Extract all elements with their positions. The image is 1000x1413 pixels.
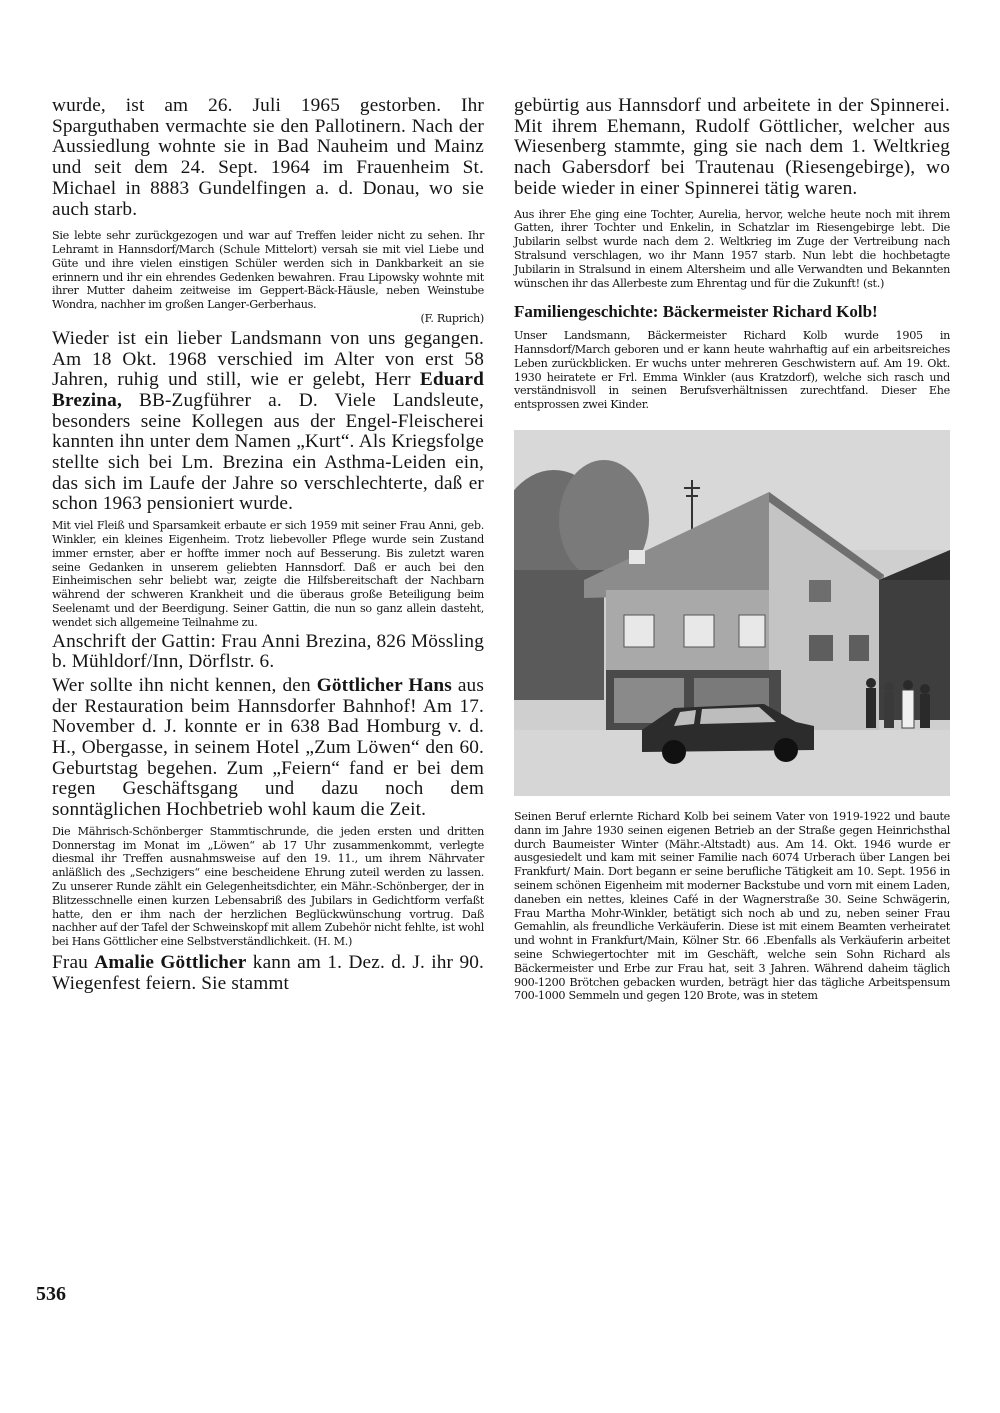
obituary-lipowsky-end: wurde, ist am 26. Juli 1965 gestorben. Ihr Sparguthaben vermachte sie den Pallotinern. Nach der Aussiedlung wohnte sie in Bad Nauheim und Mainz und seit dem 24. Sept. 1964 im Frauenheim St. Michael in 8883 Gundelfingen a. d. Donau, wo sie auch starb. xyxy=(52,95,484,220)
house-illustration xyxy=(514,430,950,796)
brezina-name: Eduard Brezina, xyxy=(52,369,484,411)
brezina-address: Anschrift der Gattin: Frau Anni Brezina, 826 Mössling b. Mühldorf/Inn, Dörflstr. 6. xyxy=(52,630,484,673)
lipowsky-detail xyxy=(52,229,484,326)
obituary-brezina xyxy=(52,329,484,515)
amalie-text: kann am 1. Dez. d. J. ihr 90. Wiegenfest feiern. Sie stammt xyxy=(52,952,484,994)
right-column xyxy=(514,96,950,1003)
page-number: 536 xyxy=(36,1283,66,1305)
amalie-continued: gebürtig aus Hannsdorf und arbeitete in der Spinnerei. Mit ihrem Ehemann, Rudolf Göttlicher, welcher aus Wiesenberg stammte, ging sie nach dem 1. Weltkrieg nach Gabersdorf bei Trautenau (Riesengebirge), wo beide wieder in einer Spinnerei tätig waren. xyxy=(514,95,950,199)
lipowsky-detail-text: Sie lebte sehr zurückgezogen und war auf Treffen leider nicht zu sehen. Ihr Lehramt in Hannsdorf/March (Schule Mittelort) versah sie mit viel Liebe und Güte und ihre vielen einstigen Schüler werden sich in Dankbarkeit an sie erinnern und ihr ein ehrendes Gedenken bewahren. Frau Lipowsky wohnte mit ihrer Mutter daheim zeitweise im Geppert-Bäck-Häusle, neben Weinstube Wondra, nachher im großen Langer-Gerberhaus. xyxy=(52,229,484,312)
kolb-intro: Unser Landsmann, Bäckermeister Richard Kolb wurde 1905 in Hannsdorf/March geboren und er kann heute wahrhaftig auf ein arbeitsreiches Leben zurückblicken. Er wuchs unter mehreren Geschwistern auf. Am 19. Okt. 1930 heiratete er Frl. Emma Winkler (aus Kratzdorf), welche sich rasch und verständnisvoll in seinen Berufsverhältnissen zurechtfand. Dieser Ehe entsprossen zwei Kinder. xyxy=(514,329,950,412)
birthday-goettlicher-hans xyxy=(52,676,484,821)
author-signature: (F. Ruprich) xyxy=(420,312,484,325)
brezina-text: BB-Zugführer a. D. Viele Landsleute, besonders seine Kollegen aus der Engel-Fleischerei kannten ihn unter dem Namen „Kurt“. Als Kriegsfolge stellte sich bei Lm. Brezina ein Asthma-Leiden ein, das sich im Laufe der Jahre so verschlechterte, daß er schon 1963 pensioniert wurde. xyxy=(52,389,484,515)
brezina-detail: Mit viel Fleiß und Sparsamkeit erbaute er sich 1959 mit seiner Frau Anni, geb. Winkler, ein kleines Eigenheim. Trotz liebevoller Pflege wurde sein Zustand immer ernster, aber er hoffte immer noch auf Besserung. Bis zuletzt waren seine Gedanken in unserem geliebten Hannsdorf. Daß er auch bei den Einheimischen sehr beliebt war, zeigte die Hilfsbereitschaft der Nachbarn während der schweren Krankheit und die überaus große Beteiligung beim Seelenamt und der Beerdigung. Seiner Gattin, die nun so ganz allein dasteht, wendet sich allgemeine Teilnahme zu. xyxy=(52,519,484,629)
hans-name: Göttlicher Hans xyxy=(316,674,452,696)
birthday-amalie xyxy=(52,953,484,994)
hans-intro: Wer sollte ihn nicht kennen, den xyxy=(52,674,317,696)
stammtisch-detail: Die Mährisch-Schönberger Stammtischrunde, die jeden ersten und dritten Donnerstag im Monat im „Löwen“ ab 17 Uhr zusammenkommt, verlegte diesmal ihr Treffen ausnahmsweise auf den 19. 11., um ihrem Nährvater anläßlich des „Sechzigers“ eine bescheidene Ehrung zuteil werden zu lassen. Zu unserer Runde zählt ein Gelegenheitsdichter, ein Mähr.-Schönberger, der in Blitzesschnelle einen kurzen Lebensabriß des Jubilars in Gedichtform verfaßt hatte, den er ihm nach der herzlichen Beglückwünschung vortrug. Daß nachher auf der Tafel der Schweinskopf mit allem Zubehör nicht fehlte, ist wohl bei Hans Göttlicher eine Selbstverständlichkeit. (H. M.) xyxy=(52,824,484,949)
amalie-intro: Frau xyxy=(52,952,95,973)
hans-text: aus der Restauration beim Hannsdorfer Bahnhof! Am 17. November d. J. konnte er in 638 Bad Homburg v. d. H., Obergasse, in seinem Hotel „Zum Löwen“ den 60. Geburtstag begehen. Zum „Feiern“ fand er bei dem regen Geschäftsgang und dazu noch dem sonntäglichen Hochbetrieb wohl kaum die Zeit. xyxy=(52,674,484,821)
amalie-detail: Aus ihrer Ehe ging eine Tochter, Aurelia, hervor, welche heute noch mit ihrem Gatten, ihrer Tochter und Enkelin, in Schatzlar im Riesengebirge lebt. Die Jubilarin selbst wurde nach dem 2. Weltkrieg im Zuge der Vertreibung nach Stralsund verschlagen, wo ihr Mann 1957 starb. Nun lebt die hochbetagte Jubilarin in Stralsund in einem Altersheim und alle Verwandten und Bekannten wünschen ihr das Allerbeste zum Ehrentag und für die Zukunft! (st.) xyxy=(514,207,950,290)
amalie-name: Amalie Göttlicher xyxy=(94,952,247,973)
section-heading: Familiengeschichte: Bäckermeister Richard Kolb! xyxy=(514,302,878,322)
left-column xyxy=(52,96,484,994)
kolb-career: Seinen Beruf erlernte Richard Kolb bei seinem Vater von 1919-1922 und baute dann im Jahre 1930 seinen eigenen Betrieb an der Straße gegen Heinrichsthal durch Baumeister Winter (Mähr.-Altstadt) aus. Am 14. Okt. 1946 wurde er ausgesiedelt und kam mit seiner Familie nach 6074 Urberach über Langen bei Frankfurt/ Main. Dort begann er seine berufliche Tätigkeit am 10. Sept. 1956 in seinem schönen Eigenheim mit moderner Backstube und vorn mit einem Laden, daneben ein nettes, kleines Café in der Wagnerstraße 30. Seine Schwägerin, Frau Martha Mohr-Winkler, betätigt sich noch ab und zu, neben seiner Frau Gemahlin, als freundliche Verkäuferin. Diese ist mit einem Beamten verheiratet und wohnt in Frankfurt/Main, Kölner Str. 66 .Ebenfalls als Verkäuferin arbeitet seine Schwiegertochter mit im Geschäft, welche sein Sohn Richard als Bäckermeister und Erbe zur Frau hat, seit 3 Jahren. Während daheim täglich 900-1200 Brötchen gebacken wurden, beträgt hier das tägliche Arbeitspensum 700-1000 Semmeln und gegen 120 Brote, was in stetem xyxy=(514,810,950,1003)
brezina-intro: Wieder ist ein lieber Landsmann von uns gegangen. Am 18 Okt. 1968 verschied im Alter von erst 58 Jahren, ruhig und still, wie er gelebt, Herr xyxy=(52,327,484,391)
bakery-house-photo xyxy=(514,430,950,796)
